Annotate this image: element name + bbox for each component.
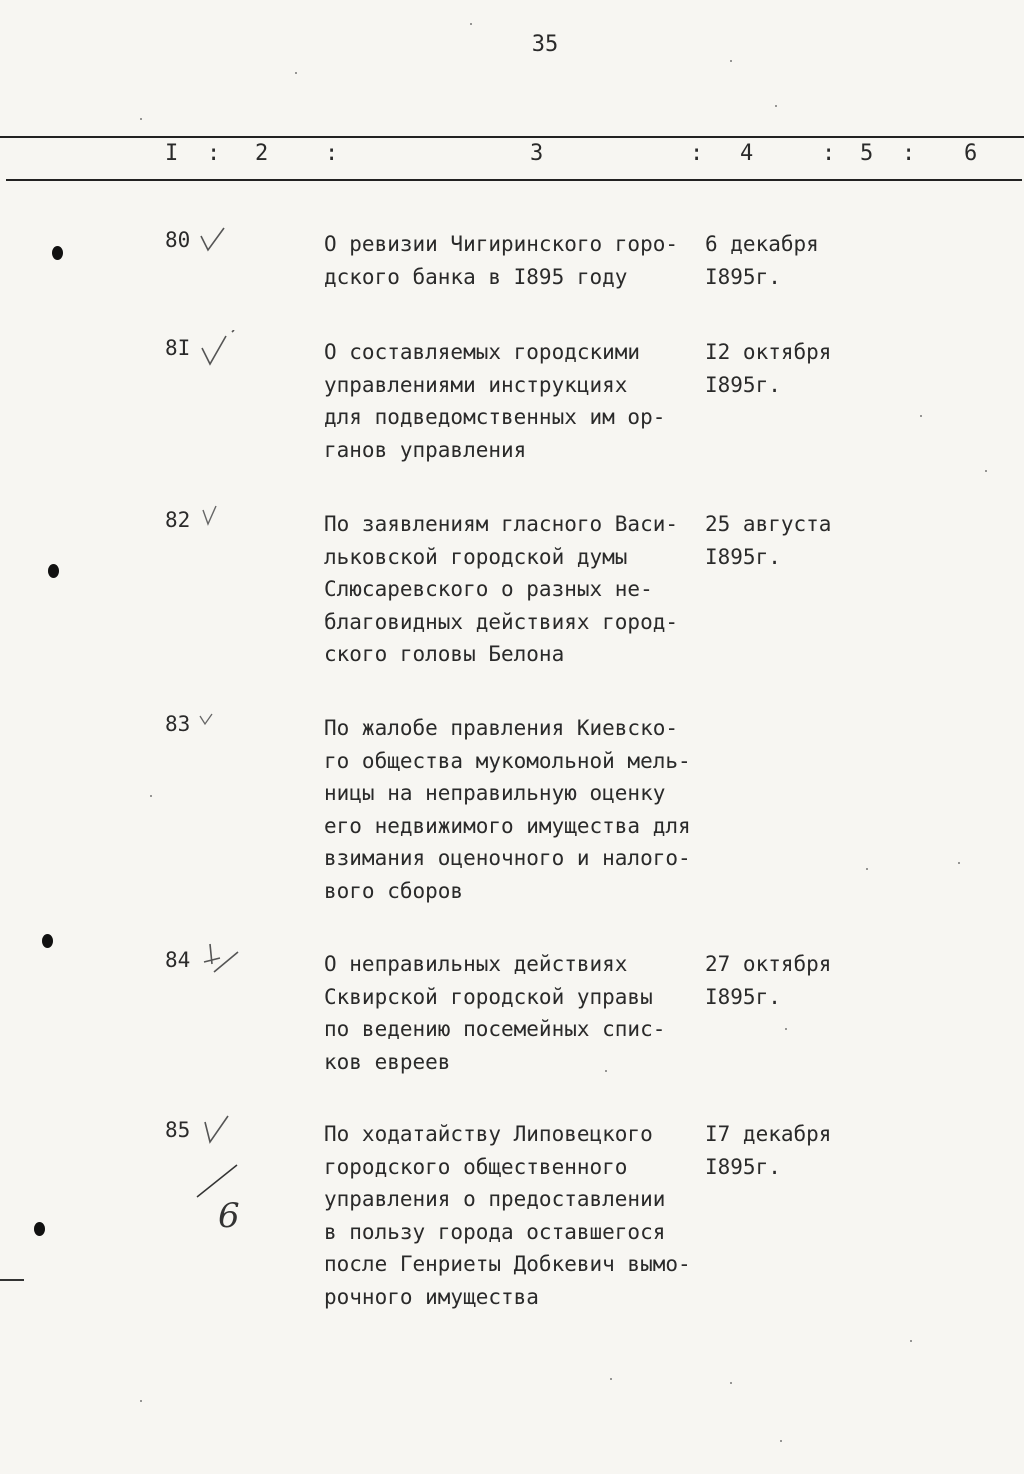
check-mark-icon — [198, 222, 228, 254]
paper-speck — [730, 1382, 732, 1384]
entry-number: 82 — [165, 508, 191, 532]
paper-speck — [470, 23, 472, 25]
entry-date: 6 декабря I895г. — [705, 232, 819, 289]
paper-speck — [140, 118, 142, 120]
check-mark-icon — [198, 942, 244, 980]
paper-speck — [610, 1378, 612, 1380]
handwritten-margin-note: 6 — [218, 1196, 240, 1236]
entry-number: 84 — [165, 948, 191, 972]
paper-speck — [295, 72, 297, 74]
entry-description: О ревизии Чигиринского горо- дского банка в I895 году — [324, 232, 679, 289]
header-rule-bottom — [6, 179, 1022, 181]
entry-description: По ходатайству Липовецкого городского общественного управления о предоставлении в пользу города оставшегося после Генриеты Добкевич вымо- рочного имущества — [324, 1122, 691, 1309]
paper-speck — [775, 105, 777, 107]
entry-date: 25 августа I895г. — [705, 512, 832, 569]
paper-speck — [605, 1070, 607, 1072]
paper-speck — [958, 862, 960, 864]
paper-speck — [920, 415, 922, 417]
check-mark-icon — [196, 706, 218, 730]
binder-hole — [42, 934, 53, 948]
column-separator: : — [207, 141, 221, 166]
binder-hole — [52, 246, 63, 260]
binder-hole — [48, 564, 59, 578]
entry-description: По жалобе правления Киевско- го общества мукомольной мель- ницы на неправильную оценку его недвижимого имущества для взимания оценочного и налого- вого сборов — [324, 716, 691, 903]
column-separator: : — [690, 141, 704, 166]
entry-number: 83 — [165, 712, 191, 736]
column-separator: : — [822, 141, 836, 166]
entry-number: 80 — [165, 228, 191, 252]
column-header-4: 4 — [740, 141, 754, 166]
entry-description: По заявлениям гласного Васи- льковской городской думы Слюсаревского о разных не- благовидных действиях город- ского головы Белона — [324, 512, 679, 666]
binder-hole — [34, 1222, 45, 1236]
paper-speck — [910, 1340, 912, 1342]
column-header-2: 2 — [255, 141, 269, 166]
margin-dash — [0, 1279, 24, 1281]
column-separator: : — [902, 141, 916, 166]
entry-date: 27 октября I895г. — [705, 952, 832, 1009]
page-number: 35 — [531, 32, 559, 57]
check-mark-icon — [200, 502, 222, 530]
entry-number: 85 — [165, 1118, 191, 1142]
entry-description: О составляемых городскими управлениями инструкциях для подведомственных им ор- ганов управления — [324, 340, 666, 462]
paper-speck — [780, 1440, 782, 1442]
check-mark-icon — [200, 1112, 234, 1148]
paper-speck — [866, 868, 868, 870]
column-separator: : — [325, 141, 339, 166]
entry-date: I7 декабря I895г. — [705, 1122, 832, 1179]
check-mark-icon — [198, 330, 238, 368]
entry-number: 8I — [165, 336, 191, 360]
column-header-5: 5 — [860, 141, 874, 166]
entry-description: О неправильных действиях Сквирской городской управы по ведению посемейных спис- ков евреев — [324, 952, 666, 1074]
column-header-1: I — [165, 141, 179, 166]
paper-speck — [785, 1028, 787, 1030]
entry-date: I2 октября I895г. — [705, 340, 832, 397]
paper-speck — [140, 1400, 142, 1402]
paper-speck — [985, 470, 987, 472]
header-rule-top — [0, 136, 1024, 138]
column-header-6: 6 — [964, 141, 978, 166]
paper-speck — [150, 795, 152, 797]
column-header-3: 3 — [530, 141, 544, 166]
paper-speck — [730, 60, 732, 62]
